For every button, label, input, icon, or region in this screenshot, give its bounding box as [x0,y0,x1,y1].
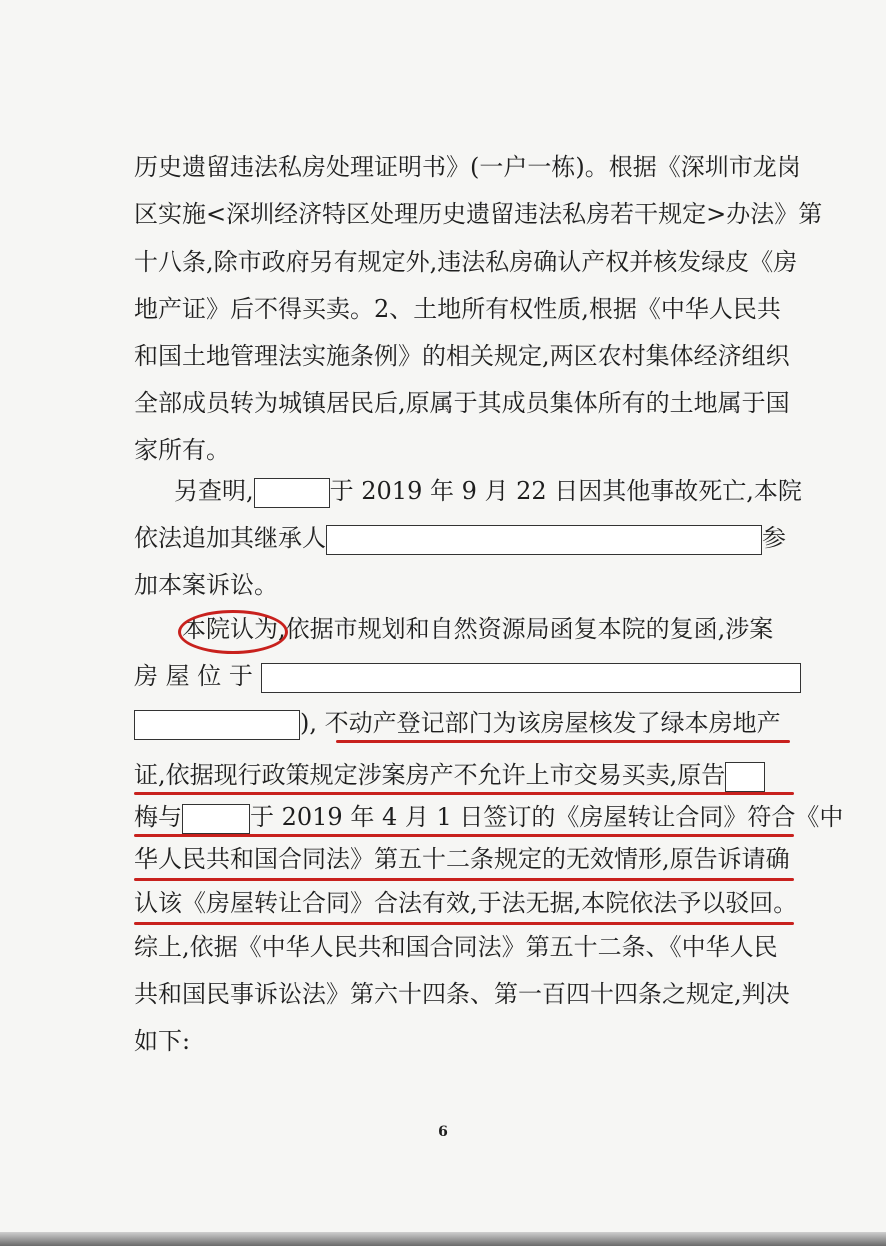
text-line: 认该《房屋转让合同》合法有效,于法无据,本院依法予以驳回。 [134,889,798,917]
text-segment: 依法追加其继承人 [134,524,326,552]
redaction-box [261,663,801,693]
red-underline [134,922,794,925]
underlined-text: 不动产登记部门为该房屋核发了绿本房地产 [324,709,781,737]
red-underline [134,878,794,881]
scan-edge-shadow [0,1232,886,1246]
paragraph-line [134,521,794,555]
paragraph-line [134,758,794,792]
red-underline [134,792,794,795]
page-number: 6 [438,1124,448,1140]
text-line: 家所有。 [134,436,230,464]
redaction-box [134,710,300,740]
text-line: 历史遗留违法私房处理证明书》(一户一栋)。根据《深圳市龙岗 [134,153,801,181]
paragraph-line [134,659,794,693]
text-line: 区实施<深圳经济特区处理历史遗留违法私房若干规定>办法》第 [134,200,823,228]
text-segment: 依据市规划和自然资源局函复本院的复函,涉案 [285,615,774,643]
paragraph-line [134,474,802,508]
paragraph-line [134,706,794,740]
redaction-box [254,478,330,508]
red-underline [336,740,790,743]
text-segment: ), [300,709,317,737]
red-circle-annotation [178,610,288,654]
redaction-box [182,804,250,834]
text-line: 地产证》后不得买卖。2、土地所有权性质,根据《中华人民共 [134,295,781,323]
text-line: 综上,依据《中华人民共和国合同法》第五十二条、《中华人民 [134,933,778,961]
text-line: 如下: [134,1027,191,1055]
underlined-text: 证,依据现行政策规定涉案房产不允许上市交易买卖,原告 [134,761,726,789]
text-segment: 于 2019 年 9 月 22 日因其他事故死亡,本院 [329,477,802,505]
text-line: 华人民共和国合同法》第五十二条规定的无效情形,原告诉请确 [134,845,790,873]
text-segment: 另查明, [174,477,254,505]
text-segment: 参 [762,524,786,552]
circled-text: 本院认为, [182,615,286,643]
underlined-text: 梅与 [134,803,182,831]
red-underline [134,834,794,837]
redaction-box [326,525,762,555]
text-line: 十八条,除市政府另有规定外,违法私房确认产权并核发绿皮《房 [134,248,798,276]
paragraph-line [134,800,844,834]
underlined-text: 于 2019 年 4 月 1 日签订的《房屋转让合同》符合《中 [250,803,844,831]
text-line: 全部成员转为城镇居民后,原属于其成员集体所有的土地属于国 [134,389,790,417]
text-line: 共和国民事诉讼法》第六十四条、第一百四十四条之规定,判决 [134,980,790,1008]
text-segment: 房 屋 位 于 [134,662,253,690]
text-line: 和国土地管理法实施条例》的相关规定,两区农村集体经济组织 [134,342,790,370]
redaction-box [725,762,765,792]
text-line: 加本案诉讼。 [134,571,278,599]
